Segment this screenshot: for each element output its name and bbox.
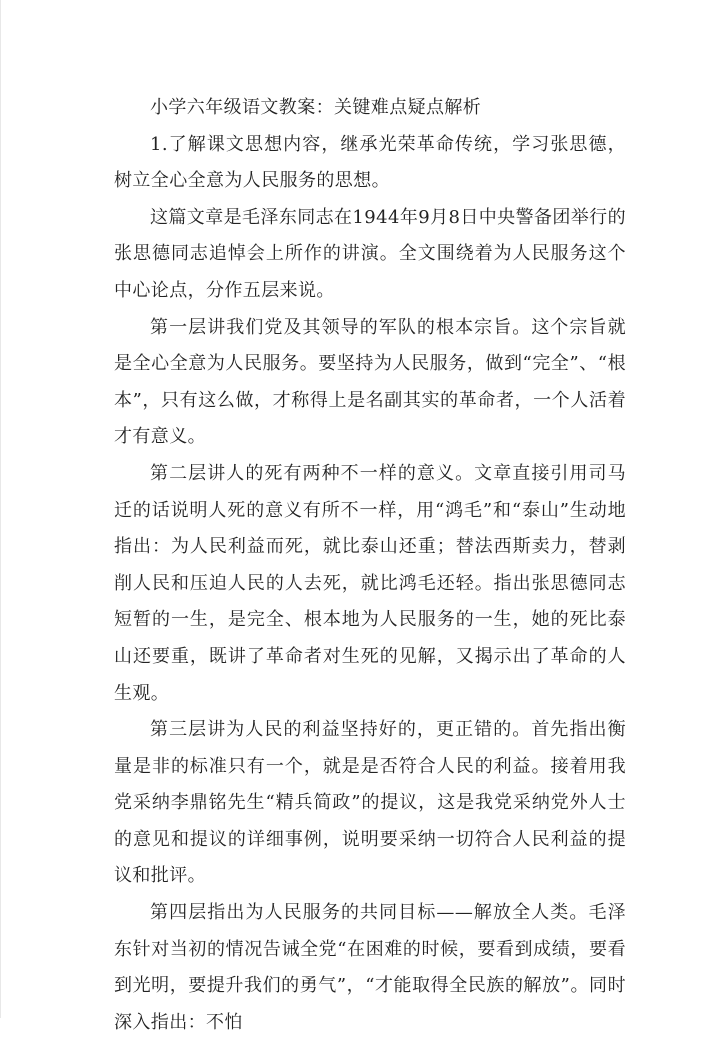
document-title: 小学六年级语文教案：关键难点疑点解析 — [150, 97, 482, 118]
document-body — [114, 90, 626, 1041]
paragraph-objective: 1.了解课文思想内容，继承光荣革命传统，学习张思德，树立全心全意为人民服务的思想。 — [114, 133, 626, 192]
paragraph-layer-four: 第四层指出为人民服务的共同目标——解放全人类。毛泽东针对当初的情况告诫全党“在困难的时候，要看到成绩，要看到光明，要提升我们的勇气”，“才能取得全民族的解放”。同时深入指出：不怕 — [114, 902, 626, 1033]
paragraph-intro: 这篇文章是毛泽东同志在1944年9月8日中央警备团举行的张思德同志追悼会上所作的讲演。全文围绕着为人民服务这个中心论点，分作五层来说。 — [114, 206, 626, 301]
paragraph-layer-two: 第二层讲人的死有两种不一样的意义。文章直接引用司马迁的话说明人死的意义有所不一样，用“鸿毛”和“泰山”生动地指出：为人民利益而死，就比泰山还重；替法西斯卖力，替剥削人民和压迫人民的人去死，就比鸿毛还轻。指出张思德同志短暂的一生，是完全、根本地为人民服务的一生，她的死比泰山还要重，既讲了革命者对生死的见解，又揭示出了革命的人生观。 — [114, 462, 626, 704]
paragraph-layer-one: 第一层讲我们党及其领导的军队的根本宗旨。这个宗旨就是全心全意为人民服务。要坚持为人民服务，做到“完全”、“根本”，只有这么做，才称得上是名副其实的革命者，一个人活着才有意义。 — [114, 316, 626, 448]
paragraph-layer-three: 第三层讲为人民的利益坚持好的，更正错的。首先指出衡量是非的标准只有一个，就是是否符合人民的利益。接着用我党采纳李鼎铭先生“精兵简政”的提议，这是我党采纳党外人士的意见和提议的详细事例，说明要采纳一切符合人民利益的提议和批评。 — [114, 719, 626, 887]
